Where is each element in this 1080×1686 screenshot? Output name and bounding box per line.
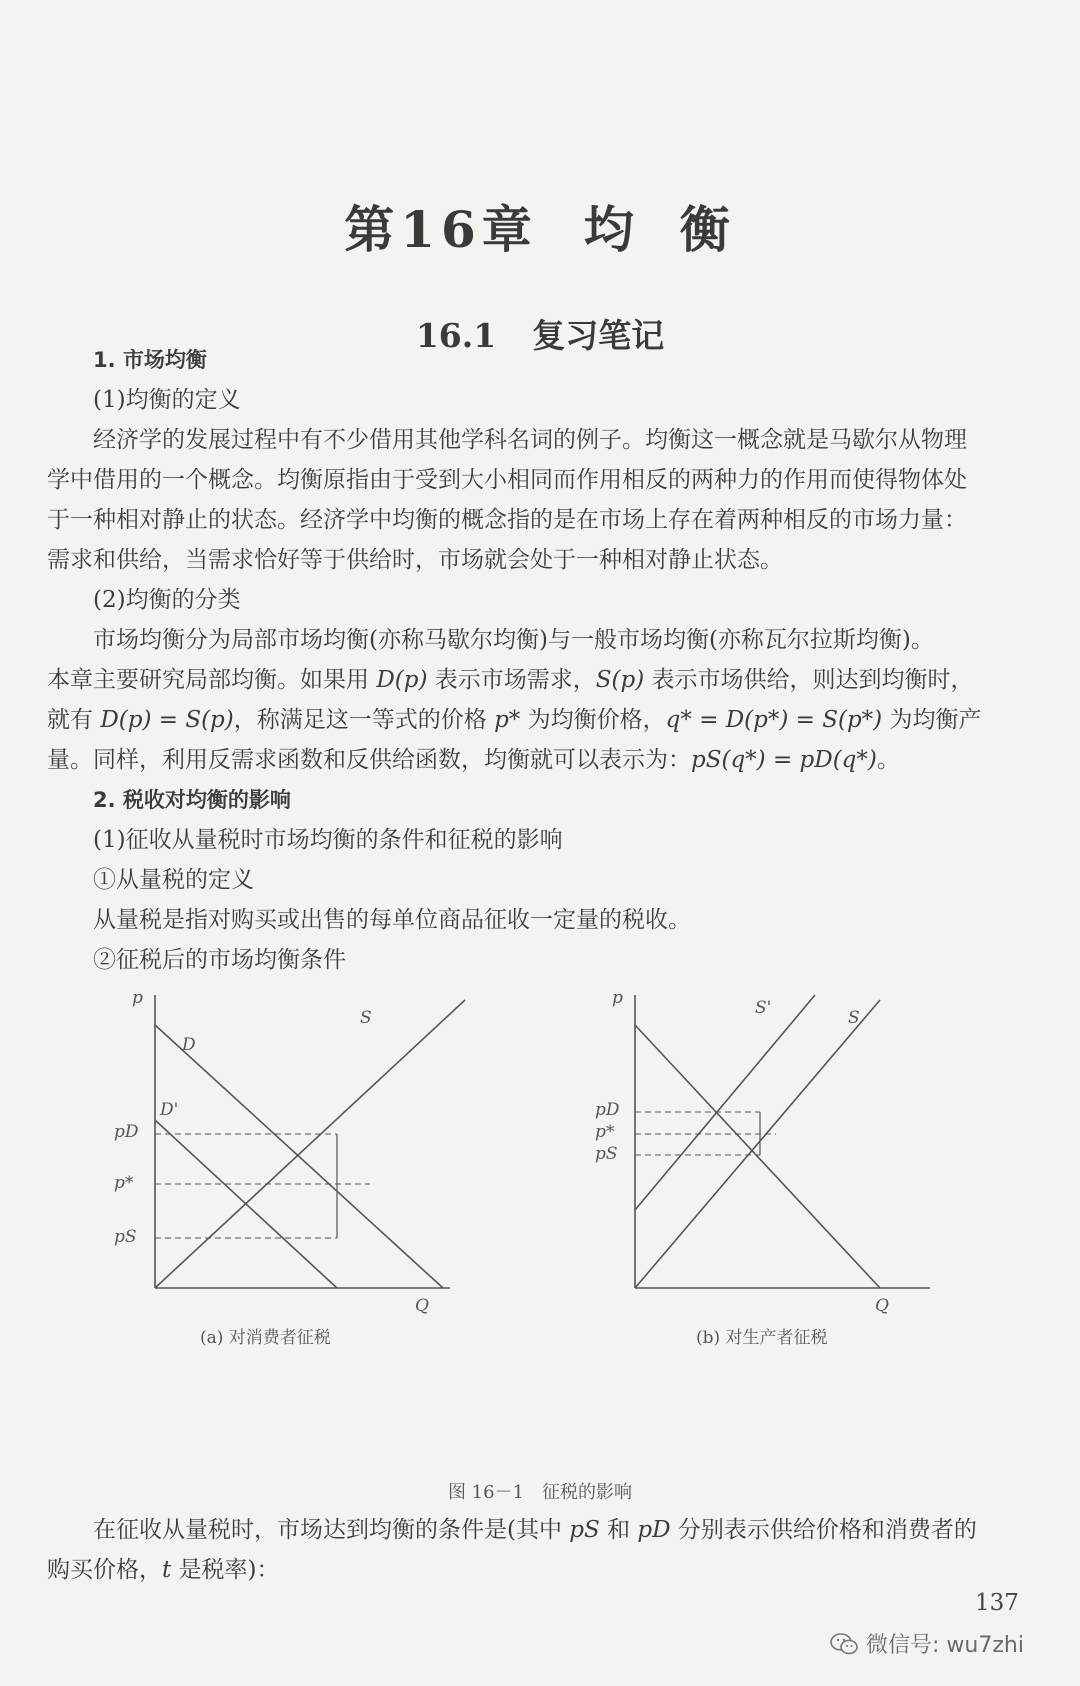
subheading-quantity-tax: (1)征收从量税时市场均衡的条件和征税的影响: [93, 827, 563, 853]
paragraph-line: 本章主要研究局部均衡。如果用 D(p) 表示市场需求，S(p) 表示市场供给，则达到均衡时，: [47, 667, 974, 693]
figure-panel-b: [590, 985, 970, 1316]
subheading-definition: (1)均衡的定义: [93, 387, 241, 413]
watermark-text: 微信号: wu7zhi: [866, 1633, 1024, 1658]
curve-label-S: S: [360, 1008, 372, 1028]
figure-caption: 图 16－1 征税的影响: [447, 1482, 633, 1503]
price-label-pS: pS: [595, 1144, 618, 1164]
section-title: 16.1 复习笔记: [415, 316, 665, 355]
curve-label-D-prime: D': [160, 1100, 179, 1120]
figure-panel-a: [110, 985, 480, 1316]
paragraph-line: 就有 D(p) = S(p)，称满足这一等式的价格 p* 为均衡价格，q* = D(p*) = S(p*) 为均衡产: [47, 707, 982, 733]
body-text-upper: [47, 340, 1029, 980]
price-label-pstar: p*: [595, 1122, 615, 1142]
supply-curve-S-prime: [635, 995, 815, 1210]
subheading-classification: (2)均衡的分类: [93, 587, 241, 613]
heading-tax-effect: 2. 税收对均衡的影响: [93, 788, 291, 812]
paragraph-line: 量。同样，利用反需求函数和反供给函数，均衡就可以表示为：pS(q*) = pD(q*)。: [47, 747, 900, 773]
price-label-pS: pS: [114, 1227, 137, 1247]
paragraph-line: 需求和供给，当需求恰好等于供给时，市场就会处于一种相对静止状态。: [47, 547, 783, 573]
wechat-watermark: [830, 1628, 1024, 1659]
curve-label-D: D: [182, 1035, 196, 1055]
page-number: 137: [975, 1590, 1019, 1616]
price-label-pD: pD: [114, 1122, 139, 1142]
supply-curve-S: [635, 1000, 880, 1288]
body-text-lower: [47, 1510, 1029, 1590]
paragraph-line: 经济学的发展过程中有不少借用其他学科名词的例子。均衡这一概念就是马歇尔从物理: [93, 427, 967, 453]
subheading-equilibrium-condition: ②征税后的市场均衡条件: [93, 947, 346, 973]
paragraph-line: 在征收从量税时，市场达到均衡的条件是(其中 pS 和 pD 分别表示供给价格和消费者的: [93, 1517, 977, 1543]
x-axis-label: Q: [875, 1296, 889, 1316]
curve-label-S-prime: S': [755, 998, 772, 1018]
panel-a-label: (a) 对消费者征税: [200, 1328, 331, 1348]
subheading-definition-tax: ①从量税的定义: [93, 867, 254, 893]
curve-label-S: S: [848, 1008, 860, 1028]
y-axis-label: p: [612, 988, 623, 1008]
wechat-icon: [830, 1632, 858, 1656]
chapter-title: 第16章 均 衡: [344, 200, 736, 259]
supply-curve-S: [155, 1000, 465, 1288]
paragraph-line: 市场均衡分为局部市场均衡(亦称马歇尔均衡)与一般市场均衡(亦称瓦尔拉斯均衡)。: [93, 627, 934, 653]
paragraph-line: 于一种相对静止的状态。经济学中均衡的概念指的是在市场上存在着两种相反的市场力量：: [47, 507, 967, 533]
paragraph-line: 购买价格，t 是税率)：: [47, 1557, 280, 1583]
x-axis-label: Q: [415, 1296, 429, 1316]
panel-b-label: (b) 对生产者征税: [696, 1328, 828, 1348]
paragraph-line: 学中借用的一个概念。均衡原指由于受到大小相同而作用相反的两种力的作用而使得物体处: [47, 467, 967, 493]
y-axis-label: p: [132, 988, 143, 1008]
price-label-pstar: p*: [114, 1173, 134, 1193]
price-label-pD: pD: [595, 1100, 620, 1120]
paragraph-line: 从量税是指对购买或出售的每单位商品征收一定量的税收。: [93, 907, 691, 933]
heading-market-equilibrium: 1. 市场均衡: [93, 348, 207, 372]
